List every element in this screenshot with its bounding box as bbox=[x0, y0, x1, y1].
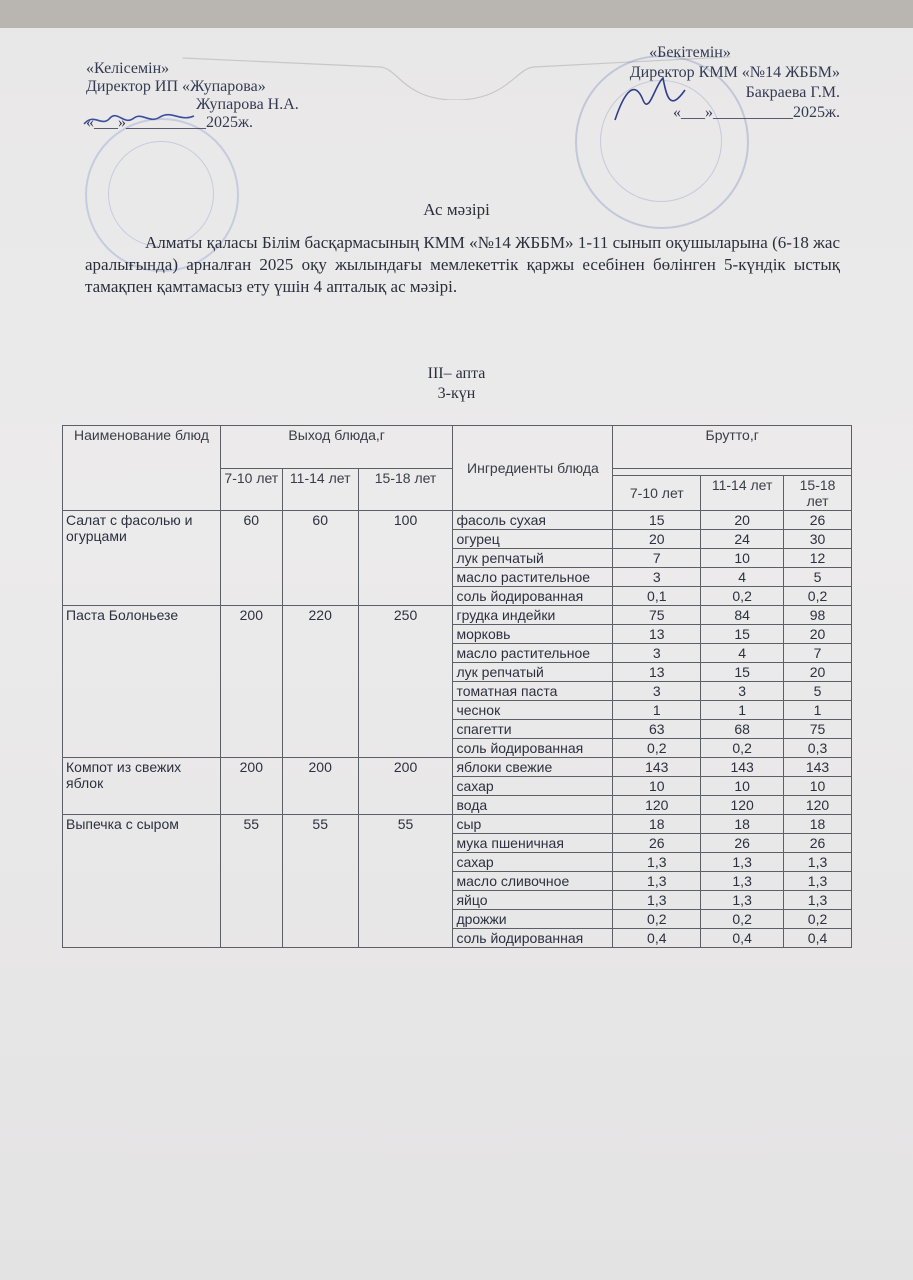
brutto-value-2: 1 bbox=[701, 701, 784, 720]
right-signature bbox=[605, 70, 695, 130]
brutto-value-2: 84 bbox=[701, 606, 784, 625]
dish-yield-1: 200 bbox=[220, 606, 282, 758]
document-intro: Алматы қаласы Білім басқармасының КММ «№14 ЖББМ» 1-11 сынып оқушыларына (6-18 жас аралығында) арналған 2025 оқу жылындағы мемлекеттік қаржы есебінен бөлінген 5-күндік ыстық тамақпен қамтамасыз ету үшін 4 апталық ас мәзірі. bbox=[85, 233, 840, 296]
brutto-value-1: 75 bbox=[613, 606, 701, 625]
ingredient-row bbox=[63, 606, 852, 625]
dish-yield-1: 60 bbox=[220, 511, 282, 606]
brutto-value-1: 0,2 bbox=[613, 739, 701, 758]
brutto-value-3: 5 bbox=[784, 568, 852, 587]
dish-yield-2: 60 bbox=[282, 511, 358, 606]
ingredient-name: мука пшеничная bbox=[453, 834, 613, 853]
ingredient-row bbox=[63, 758, 852, 777]
brutto-value-2: 0,2 bbox=[701, 587, 784, 606]
dish-name: Выпечка с сыром bbox=[63, 815, 221, 948]
brutto-value-1: 1,3 bbox=[613, 872, 701, 891]
brutto-value-3: 75 bbox=[784, 720, 852, 739]
brutto-value-2: 26 bbox=[701, 834, 784, 853]
dish-yield-1: 55 bbox=[220, 815, 282, 948]
ingredient-name: дрожжи bbox=[453, 910, 613, 929]
dish-name: Паста Болоньезе bbox=[63, 606, 221, 758]
brutto-value-3: 7 bbox=[784, 644, 852, 663]
ingredient-name: огурец bbox=[453, 530, 613, 549]
approval-right-position: Директор КММ «№14 ЖББМ» bbox=[629, 64, 840, 81]
ingredient-name: масло сливочное bbox=[453, 872, 613, 891]
brutto-value-2: 24 bbox=[701, 530, 784, 549]
brutto-value-3: 30 bbox=[784, 530, 852, 549]
header-yield-age-3: 15-18 лет bbox=[358, 469, 453, 511]
ingredient-name: лук репчатый bbox=[453, 549, 613, 568]
week-label: III– апта bbox=[427, 365, 486, 382]
ingredient-row bbox=[63, 511, 852, 530]
header-ingredients: Ингредиенты блюда bbox=[453, 426, 613, 511]
brutto-value-3: 12 bbox=[784, 549, 852, 568]
header-row-1 bbox=[63, 426, 852, 469]
ingredient-name: вода bbox=[453, 796, 613, 815]
ingredient-name: соль йодированная bbox=[453, 587, 613, 606]
dish-yield-2: 200 bbox=[282, 758, 358, 815]
brutto-value-3: 10 bbox=[784, 777, 852, 796]
ingredient-name: лук репчатый bbox=[453, 663, 613, 682]
approval-left-date: «___»__________2025ж. bbox=[86, 114, 254, 131]
brutto-value-1: 7 bbox=[613, 549, 701, 568]
brutto-value-1: 10 bbox=[613, 777, 701, 796]
brutto-value-2: 68 bbox=[701, 720, 784, 739]
brutto-value-2: 4 bbox=[701, 644, 784, 663]
brutto-value-1: 0,4 bbox=[613, 929, 701, 948]
ingredient-name: морковь bbox=[453, 625, 613, 644]
brutto-value-1: 13 bbox=[613, 625, 701, 644]
approval-left-heading: «Келісемін» bbox=[86, 60, 170, 77]
approval-left-signer: Жупарова Н.А. bbox=[196, 96, 299, 113]
header-yield: Выход блюда,г bbox=[220, 426, 453, 469]
header-brutto-age-2: 11-14 лет bbox=[701, 476, 784, 511]
header-yield-age-1: 7-10 лет bbox=[220, 469, 282, 511]
brutto-value-1: 1,3 bbox=[613, 891, 701, 910]
brutto-value-3: 0,2 bbox=[784, 587, 852, 606]
brutto-value-1: 120 bbox=[613, 796, 701, 815]
approval-right-date: «___»__________2025ж. bbox=[672, 104, 840, 121]
ingredient-name: масло растительное bbox=[453, 644, 613, 663]
brutto-value-2: 0,2 bbox=[701, 739, 784, 758]
brutto-value-2: 0,2 bbox=[701, 910, 784, 929]
dish-name: Компот из свежих яблок bbox=[63, 758, 221, 815]
brutto-value-1: 13 bbox=[613, 663, 701, 682]
brutto-value-3: 120 bbox=[784, 796, 852, 815]
brutto-value-1: 0,1 bbox=[613, 587, 701, 606]
day-label: 3-күн bbox=[437, 385, 476, 402]
brutto-value-1: 1 bbox=[613, 701, 701, 720]
ingredient-name: масло растительное bbox=[453, 568, 613, 587]
dish-yield-3: 200 bbox=[358, 758, 453, 815]
document-title: Ас мәзірі bbox=[423, 200, 490, 219]
dish-yield-2: 55 bbox=[282, 815, 358, 948]
ingredient-name: томатная паста bbox=[453, 682, 613, 701]
dish-yield-2: 220 bbox=[282, 606, 358, 758]
brutto-value-1: 15 bbox=[613, 511, 701, 530]
brutto-value-1: 3 bbox=[613, 644, 701, 663]
ingredient-name: соль йодированная bbox=[453, 929, 613, 948]
brutto-value-2: 18 bbox=[701, 815, 784, 834]
dish-yield-3: 100 bbox=[358, 511, 453, 606]
left-signature bbox=[80, 108, 200, 132]
header-yield-age-2: 11-14 лет bbox=[282, 469, 358, 511]
dish-yield-1: 200 bbox=[220, 758, 282, 815]
brutto-value-3: 26 bbox=[784, 834, 852, 853]
ingredient-name: соль йодированная bbox=[453, 739, 613, 758]
brutto-value-3: 18 bbox=[784, 815, 852, 834]
approval-right-signer: Бакраева Г.М. bbox=[745, 84, 840, 101]
header-spacer bbox=[613, 469, 852, 476]
brutto-value-2: 20 bbox=[701, 511, 784, 530]
brutto-value-1: 63 bbox=[613, 720, 701, 739]
ingredient-name: фасоль сухая bbox=[453, 511, 613, 530]
header-brutto-age-1: 7-10 лет bbox=[613, 476, 701, 511]
brutto-value-2: 10 bbox=[701, 549, 784, 568]
brutto-value-3: 1,3 bbox=[784, 872, 852, 891]
dish-name: Салат с фасолью и огурцами bbox=[63, 511, 221, 606]
brutto-value-3: 0,2 bbox=[784, 910, 852, 929]
dish-yield-3: 55 bbox=[358, 815, 453, 948]
dish-yield-3: 250 bbox=[358, 606, 453, 758]
week-day-heading bbox=[0, 364, 913, 404]
brutto-value-1: 0,2 bbox=[613, 910, 701, 929]
brutto-value-1: 143 bbox=[613, 758, 701, 777]
brutto-value-1: 3 bbox=[613, 682, 701, 701]
brutto-value-1: 3 bbox=[613, 568, 701, 587]
brutto-value-3: 5 bbox=[784, 682, 852, 701]
brutto-value-1: 26 bbox=[613, 834, 701, 853]
ingredient-name: чеснок bbox=[453, 701, 613, 720]
brutto-value-3: 98 bbox=[784, 606, 852, 625]
brutto-value-3: 26 bbox=[784, 511, 852, 530]
ingredient-name: спагетти bbox=[453, 720, 613, 739]
brutto-value-2: 0,4 bbox=[701, 929, 784, 948]
header-dish-name: Наименование блюд bbox=[63, 426, 221, 511]
approval-right-heading: «Бекітемін» bbox=[649, 44, 731, 61]
brutto-value-2: 3 bbox=[701, 682, 784, 701]
ingredient-name: сахар bbox=[453, 777, 613, 796]
ingredient-name: сыр bbox=[453, 815, 613, 834]
brutto-value-3: 143 bbox=[784, 758, 852, 777]
brutto-value-1: 1,3 bbox=[613, 853, 701, 872]
brutto-value-2: 1,3 bbox=[701, 853, 784, 872]
brutto-value-2: 143 bbox=[701, 758, 784, 777]
brutto-value-2: 1,3 bbox=[701, 891, 784, 910]
ingredient-name: яйцо bbox=[453, 891, 613, 910]
ingredient-name: сахар bbox=[453, 853, 613, 872]
brutto-value-2: 1,3 bbox=[701, 872, 784, 891]
menu-table bbox=[62, 425, 852, 948]
brutto-value-2: 15 bbox=[701, 663, 784, 682]
brutto-value-2: 4 bbox=[701, 568, 784, 587]
brutto-value-1: 20 bbox=[613, 530, 701, 549]
brutto-value-3: 0,4 bbox=[784, 929, 852, 948]
header-brutto: Брутто,г bbox=[613, 426, 852, 469]
brutto-value-2: 120 bbox=[701, 796, 784, 815]
brutto-value-3: 0,3 bbox=[784, 739, 852, 758]
brutto-value-2: 10 bbox=[701, 777, 784, 796]
brutto-value-3: 1,3 bbox=[784, 891, 852, 910]
brutto-value-3: 1,3 bbox=[784, 853, 852, 872]
brutto-value-1: 18 bbox=[613, 815, 701, 834]
header-brutto-age-3: 15-18 лет bbox=[784, 476, 852, 511]
brutto-value-3: 20 bbox=[784, 625, 852, 644]
ingredient-name: грудка индейки bbox=[453, 606, 613, 625]
ingredient-row bbox=[63, 815, 852, 834]
approval-left-position: Директор ИП «Жупарова» bbox=[86, 78, 266, 95]
brutto-value-3: 1 bbox=[784, 701, 852, 720]
brutto-value-2: 15 bbox=[701, 625, 784, 644]
ingredient-name: яблоки свежие bbox=[453, 758, 613, 777]
brutto-value-3: 20 bbox=[784, 663, 852, 682]
